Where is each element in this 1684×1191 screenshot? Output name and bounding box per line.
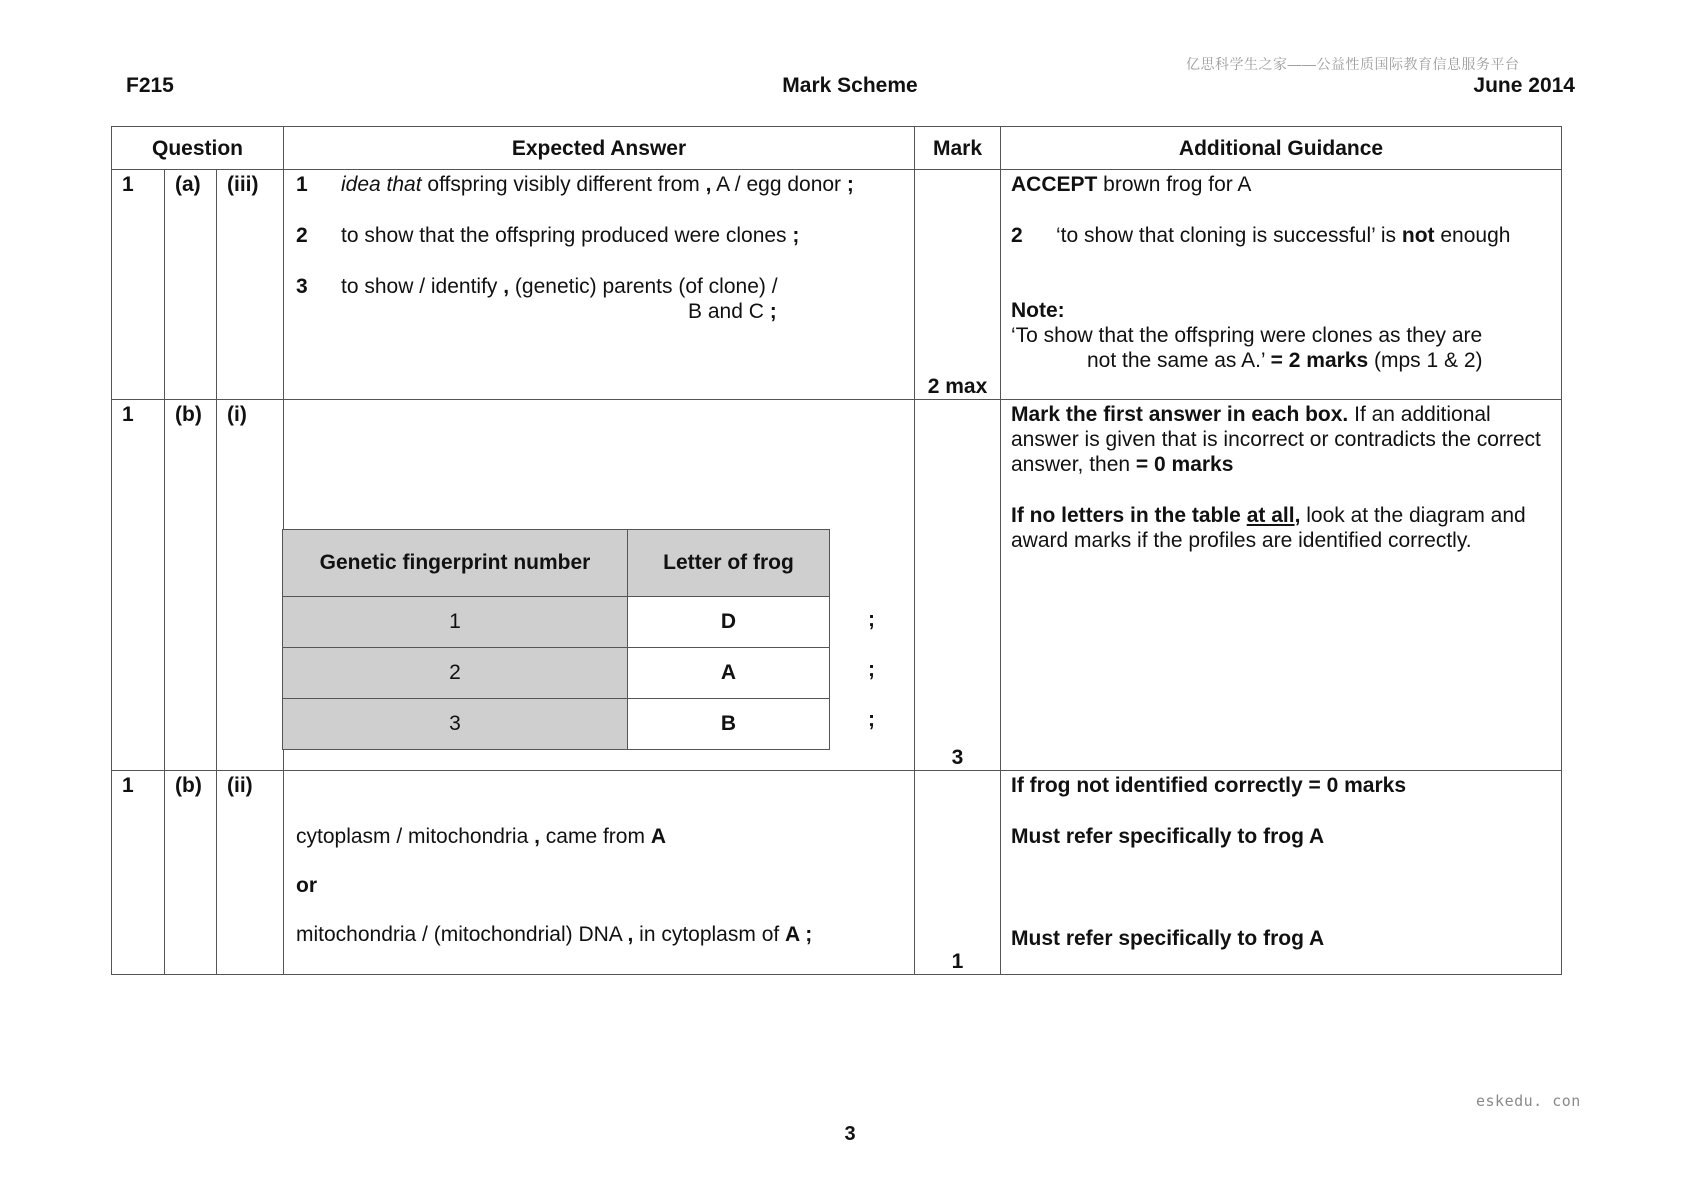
guidance-text: Must refer specifically to frog A [1011,825,1325,848]
guidance-text: ‘to show that cloning is successful’ is [1056,224,1402,247]
guidance-text: If frog not identified correctly = 0 marks [1011,774,1407,797]
answer-or: or [296,874,317,897]
answer-text: ; [769,300,777,323]
answer-text: offspring visibly different from [421,173,706,196]
mark-header: Mark [915,127,1001,170]
additional-guidance [1001,400,1562,771]
fingerprint-number-header: Genetic fingerprint number [283,530,628,597]
frog-letter-header: Letter of frog [628,530,830,597]
guidance-text: enough [1434,224,1511,247]
frog-letter: B [628,699,830,750]
expected-answer [284,170,915,400]
point-number: 1 [296,173,308,196]
note-text: not the same as A.’ [1087,349,1271,372]
guidance-text: ACCEPT [1011,173,1098,196]
guidance-text: Mark the first answer in each box. [1011,403,1349,426]
answer-text: mitochondria / (mitochondrial) DNA [296,923,628,946]
fingerprint-header-row [283,530,830,597]
paper-code: F215 [126,74,174,97]
answer-text: A [650,825,666,848]
additional-guidance [1001,771,1562,975]
answer-text: came from [539,825,651,848]
page-title: Mark Scheme [782,74,918,97]
question-subpart: (ii) [217,771,284,975]
mark-point-semicolon: ; [868,708,875,731]
point-number: 2 [1011,224,1023,247]
guidance-text: Must refer specifically to frog A [1011,927,1325,950]
answer-text: ; [846,173,854,196]
point-number: 3 [296,275,308,298]
fingerprint-number: 2 [283,648,628,699]
table-row [112,771,1562,975]
answer-text: , [627,923,634,946]
question-subpart: (i) [217,400,284,771]
guidance-text: brown frog for A [1097,173,1252,196]
guidance-header: Additional Guidance [1001,127,1562,170]
note-label: Note: [1011,299,1065,322]
answer-text: ; [792,224,800,247]
answer-text: (genetic) parents (of clone) / [509,275,778,298]
fingerprint-row [283,648,830,699]
watermark-top: 亿思科学生之家——公益性质国际教育信息服务平台 [1186,56,1520,72]
exam-date: June 2014 [1473,74,1575,97]
guidance-text: , [1294,504,1301,527]
fingerprint-row [283,699,830,750]
guidance-text: look at the diagram and award marks if the profiles are identified correctly. [1011,504,1526,552]
answer-text: idea that [341,173,422,196]
table-row [112,170,1562,400]
question-part: (b) [165,400,217,771]
answer-text: to show that the offspring produced were clones [341,224,793,247]
mark-point-semicolon: ; [868,658,875,681]
answer-text: to show / identify [341,275,504,298]
fingerprint-number: 3 [283,699,628,750]
frog-letter: D [628,597,830,648]
watermark-bottom: eskedu. con [1476,1092,1581,1110]
mark-value: 3 [915,400,1001,771]
fingerprint-number: 1 [283,597,628,648]
answer-text: , [705,173,712,196]
question-header: Question [112,127,284,170]
expected-answer [284,771,915,975]
question-subpart: (iii) [217,170,284,400]
question-number: 1 [112,771,165,975]
expected-answer-header: Expected Answer [284,127,915,170]
fingerprint-row [283,597,830,648]
fingerprint-table [282,529,830,750]
answer-point-3-continued [296,299,902,324]
note-text: (mps 1 & 2) [1368,349,1483,372]
note-text: ‘To show that the offspring were clones as they are [1011,324,1483,347]
answer-text: B and C [688,300,770,323]
guidance-text: If an additional answer is given that is incorrect or contradicts the correct answer, then [1011,403,1541,476]
question-part: (b) [165,771,217,975]
question-part: (a) [165,170,217,400]
page-number: 3 [844,1123,856,1145]
question-number: 1 [112,170,165,400]
note-text: 2 marks [1282,349,1369,372]
answer-text: , [503,275,510,298]
mark-value: 2 max [915,170,1001,400]
answer-point-1 [296,172,902,197]
answer-text: in cytoplasm of [633,923,786,946]
answer-point-2 [296,223,902,248]
answer-text: A ; [785,923,813,946]
guidance-text: = 0 marks [1135,453,1234,476]
answer-point-3 [296,274,902,299]
table-header-row [112,127,1562,170]
answer-text: A / egg donor [711,173,847,196]
answer-line [296,824,902,849]
frog-letter: A [628,648,830,699]
guidance-text: not [1401,224,1435,247]
point-number: 2 [296,224,308,247]
guidance-text: at all [1246,504,1295,527]
mark-point-semicolon: ; [868,608,875,631]
answer-text: , [534,825,540,848]
additional-guidance [1001,170,1562,400]
answer-text: cytoplasm / mitochondria [296,825,535,848]
guidance-text: If no letters in the table [1011,504,1247,527]
note-text: = [1270,349,1283,372]
answer-line [296,922,902,947]
question-number: 1 [112,400,165,771]
mark-value: 1 [915,771,1001,975]
